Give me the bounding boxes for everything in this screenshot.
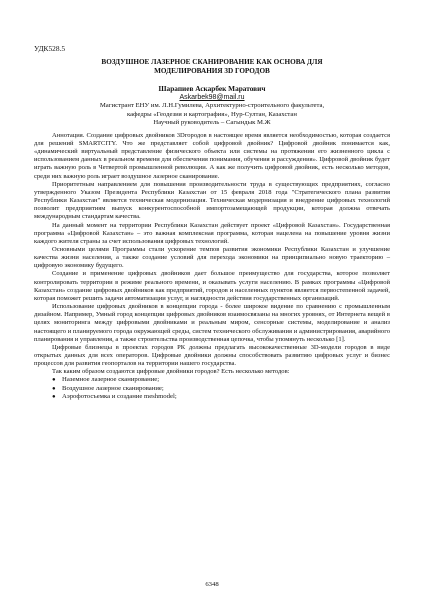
body-paragraph-7: Цифровые близнецы в проектах городов РК должны предлагать высококачественные 3D-модели городов в виде открытых данных для всех операторов. Цифровые двойники должны способствовать развитию цифровых услуг и бизнес процессов для развития геопорталов на территории нашего государства. [34, 343, 390, 368]
author-affiliation-line-1: Магистрант ЕНУ им. Л.Н.Гумилева, Архитектурно-строительного факультета, [99, 102, 325, 109]
paper-title [34, 58, 390, 76]
udk-code: УДК528.5 [34, 44, 66, 53]
method-label: Воздушное лазерное сканирование; [62, 384, 164, 392]
list-item [52, 376, 390, 384]
author-affiliation-line-2: кафедры «Геодезия и картография», Нур-Султан, Казахстан [127, 110, 297, 118]
author-email-link[interactable]: Askarbek98@mail.ru [179, 94, 245, 101]
bullet-icon: ● [52, 385, 56, 392]
bullet-icon: ● [52, 394, 56, 401]
methods-list [34, 376, 390, 401]
abstract-paragraph: Аннотация. Создание цифровых двойников 3Dгородов в настоящее время является необходимостью, которая создается для решений SMARTCITY. Что же представляет собой цифровой двойник? Цифровой двойник понимается как, «динамический виртуальный представление физического объекта или системы на протяжении его жизненного цикла с использованием данных в реальном времени для обеспечения понимания, обучения и рассуждения». Цифровой двойник будет играть важную роль в Четвертой промышленной революции. А как же получить цифровой двойник, есть несколько методов, среди них важную роль играет воздушное лазерное сканирование. [34, 131, 390, 180]
paper-title-line-2: МОДЕЛИРОВАНИЯ 3D ГОРОДОВ [154, 67, 270, 75]
page-number: 6348 [205, 581, 219, 588]
method-label: Наземное лазерное сканирование; [62, 376, 160, 384]
body-paragraph-4: Основными целями Программы стали ускорение темпов развития экономики Республики Казахстан и улучшение качества жизни населения, а также создание условий для перехода экономики на принципиально новую траекторию – цифровую экономику будущего. [34, 245, 390, 270]
supervisor: Научный руководитель – Сагындык М.Ж [153, 119, 271, 127]
bullet-icon: ● [52, 377, 56, 384]
list-item [52, 393, 390, 401]
body-paragraph-5: Создание и применение цифровых двойников дает большое преимущество для государства, которое позволяет контролировать территории в режиме реального времени, и оказывать услуги населению. В рамках программы «Цифровой Казахстан» создание цифровых двойников как предприятий, городов и населенных пунктов является первостепенной задачей, которая поможет решить задачи автоматизации услуг, и наглядности действия государственных организаций. [34, 270, 390, 302]
method-label: Аэрофотосъемка и создание meshmodel; [62, 393, 177, 401]
body-paragraph-6: Использование цифровых двойников в концепции города - более широкое видение по сравнению с промышленным дизайном. Например, Умный город концепции цифровых двойников взаимосвязаны на многих уровнях, от Интернета вещей в целях мониторинга между цифровыми двойниками и реальным миром, сенсорные системы, моделирование и анализ настоящего и планируемого города окружающей среды, систем технического обслуживания и администрирования, аварийного планирования и управления, а также строительства производственная цепочка, чтобы упомянуть несколько [1]. [34, 303, 390, 343]
author-name: Шарапиев Аскарбек Маратович [158, 84, 266, 93]
body-paragraph-3: На данный момент на территории Республики Казахстан действует проект «Цифровой Казахстан». Государственная программа «Цифровой Казахстан» – это важная комплексная программа, которая нацелена на повышение уровня жизни каждого жителя страны за счет использования цифровых технологий. [34, 221, 390, 245]
paper-title-line-1: ВОЗДУШНОЕ ЛАЗЕРНОЕ СКАНИРОВАНИЕ КАК ОСНОВА ДЛЯ [101, 58, 323, 66]
methods-intro: Так каким образом создаются цифровые двойники городов? Есть несколько методов: [52, 368, 290, 376]
body-paragraph-2: Приоритетным направлением для повышения производительности труда в существующих предприятиях, согласно утвержденного Указом Президента Республики Казахстан от 15 февраля 2018 года "Стратегического плана развития Республики Казахстан" является техническая модернизация. Техническая модернизация и внедрение цифровых технологий позволит предприятиям выпуск конкурентоспособной импортозамещающей продукции, которая должна отвечать международным стандартам качества. [34, 180, 390, 221]
paper-page [34, 44, 390, 592]
list-item [52, 384, 390, 393]
